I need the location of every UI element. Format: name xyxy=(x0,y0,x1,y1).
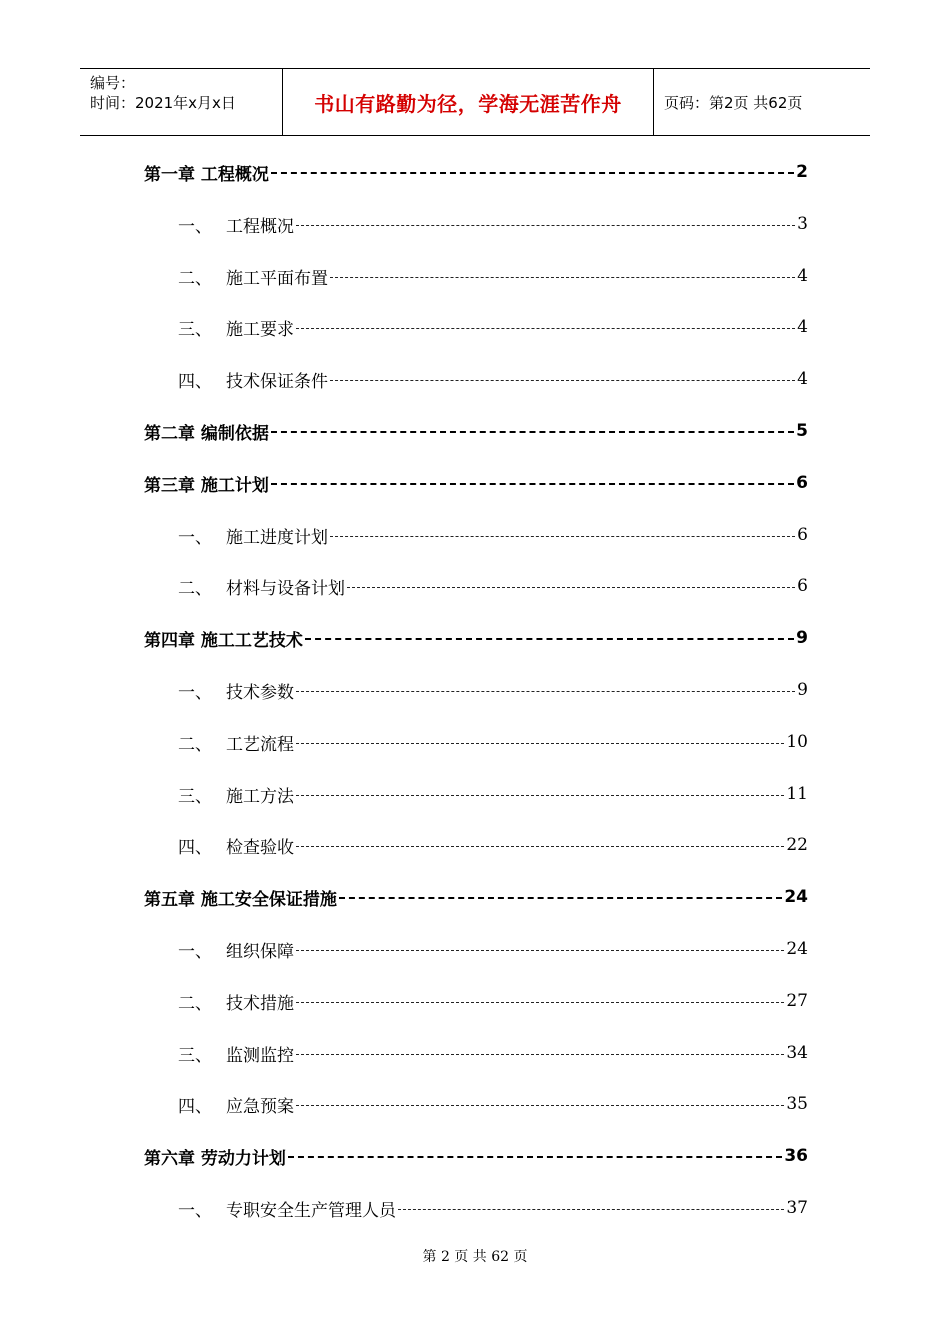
toc-entry-number: 二、 xyxy=(178,993,212,1013)
toc-entry-title: 施工要求 xyxy=(226,319,294,339)
toc-entry-page: 4 xyxy=(797,369,808,389)
toc-section-entry[interactable] xyxy=(178,937,808,961)
toc-entry-title: 施工方法 xyxy=(226,786,294,806)
toc-entry-page: 11 xyxy=(786,784,808,804)
toc-entry-page: 24 xyxy=(786,939,808,959)
page-footer xyxy=(0,1246,950,1266)
toc-entry-page: 10 xyxy=(786,732,808,752)
toc-chapter-entry[interactable] xyxy=(144,471,808,495)
toc-entry-title: 施工进度计划 xyxy=(226,527,328,547)
toc-entry-page: 3 xyxy=(797,214,808,234)
toc-entry-number: 一、 xyxy=(178,216,212,236)
toc-entry-title: 材料与设备计划 xyxy=(226,578,345,598)
toc-section-entry[interactable] xyxy=(178,730,808,754)
toc-entry-page: 37 xyxy=(786,1198,808,1218)
toc-leader-line xyxy=(296,1002,784,1003)
toc-leader-line xyxy=(330,536,795,537)
toc-chapter-entry[interactable] xyxy=(144,885,808,909)
toc-entry-title: 第一章 工程概况 xyxy=(144,164,269,184)
toc-entry-title: 第三章 施工计划 xyxy=(144,475,269,495)
toc-leader-line xyxy=(296,691,795,692)
toc-leader-line xyxy=(288,1156,782,1158)
toc-entry-title: 专职安全生产管理人员 xyxy=(226,1200,396,1220)
toc-entry-title: 第二章 编制依据 xyxy=(144,423,269,443)
toc-entry-number: 二、 xyxy=(178,268,212,288)
toc-entry-page: 35 xyxy=(786,1094,808,1114)
document-date: 时间：2021年x月x日 xyxy=(90,94,236,112)
toc-entry-number: 一、 xyxy=(178,682,212,702)
toc-section-entry[interactable] xyxy=(178,315,808,339)
toc-chapter-entry[interactable] xyxy=(144,419,808,443)
toc-entry-page: 6 xyxy=(796,473,808,493)
toc-leader-line xyxy=(296,328,795,329)
toc-entry-title: 技术措施 xyxy=(226,993,294,1013)
toc-entry-number: 四、 xyxy=(178,1096,212,1116)
toc-entry-title: 工程概况 xyxy=(226,216,294,236)
header-page-info xyxy=(654,69,870,135)
toc-entry-number: 四、 xyxy=(178,837,212,857)
header-motto xyxy=(282,69,654,135)
toc-entry-number: 一、 xyxy=(178,527,212,547)
toc-entry-title: 第四章 施工工艺技术 xyxy=(144,630,303,650)
toc-entry-number: 四、 xyxy=(178,371,212,391)
toc-leader-line xyxy=(296,846,784,847)
toc-entry-page: 2 xyxy=(796,162,808,182)
toc-entry-page: 9 xyxy=(797,680,808,700)
toc-section-entry[interactable] xyxy=(178,264,808,288)
toc-entry-page: 24 xyxy=(784,887,808,907)
toc-chapter-entry[interactable] xyxy=(144,626,808,650)
toc-leader-line xyxy=(271,172,794,174)
toc-entry-page: 6 xyxy=(797,576,808,596)
toc-section-entry[interactable] xyxy=(178,523,808,547)
toc-leader-line xyxy=(296,743,784,744)
toc-entry-page: 6 xyxy=(797,525,808,545)
toc-entry-number: 三、 xyxy=(178,319,212,339)
toc-entry-title: 技术参数 xyxy=(226,682,294,702)
toc-section-entry[interactable] xyxy=(178,833,808,857)
toc-entry-page: 22 xyxy=(786,835,808,855)
toc-entry-title: 第六章 劳动力计划 xyxy=(144,1148,286,1168)
toc-leader-line xyxy=(398,1209,784,1210)
toc-section-entry[interactable] xyxy=(178,1196,808,1220)
toc-entry-page: 4 xyxy=(797,317,808,337)
toc-section-entry[interactable] xyxy=(178,1041,808,1065)
toc-entry-title: 技术保证条件 xyxy=(226,371,328,391)
toc-entry-number: 三、 xyxy=(178,1045,212,1065)
toc-entry-title: 应急预案 xyxy=(226,1096,294,1116)
toc-entry-number: 一、 xyxy=(178,941,212,961)
toc-section-entry[interactable] xyxy=(178,782,808,806)
motto-text: 书山有路勤为径，学海无涯苦作舟 xyxy=(314,91,622,116)
toc-leader-line xyxy=(296,950,784,951)
toc-leader-line xyxy=(271,483,794,485)
toc-entry-title: 监测监控 xyxy=(226,1045,294,1065)
toc-leader-line xyxy=(330,380,795,381)
toc-leader-line xyxy=(330,277,795,278)
toc-leader-line xyxy=(339,897,782,899)
toc-entry-number: 一、 xyxy=(178,1200,212,1220)
toc-entry-page: 36 xyxy=(784,1146,808,1166)
toc-entry-page: 4 xyxy=(797,266,808,286)
toc-entry-number: 三、 xyxy=(178,786,212,806)
toc-leader-line xyxy=(296,1054,784,1055)
toc-entry-number: 二、 xyxy=(178,734,212,754)
page-info-text: 页码：第2页 共62页 xyxy=(664,93,803,112)
toc-section-entry[interactable] xyxy=(178,989,808,1013)
footer-page-number: 第 2 页 共 62 页 xyxy=(422,1249,528,1265)
toc-entry-title: 第五章 施工安全保证措施 xyxy=(144,889,337,909)
toc-entry-number: 二、 xyxy=(178,578,212,598)
toc-section-entry[interactable] xyxy=(178,574,808,598)
toc-section-entry[interactable] xyxy=(178,212,808,236)
page-header xyxy=(80,68,870,136)
toc-section-entry[interactable] xyxy=(178,367,808,391)
toc-leader-line xyxy=(296,225,795,226)
header-meta xyxy=(80,69,282,135)
toc-entry-title: 施工平面布置 xyxy=(226,268,328,288)
toc-entry-title: 工艺流程 xyxy=(226,734,294,754)
toc-leader-line xyxy=(305,638,794,640)
toc-chapter-entry[interactable] xyxy=(144,160,808,184)
toc-section-entry[interactable] xyxy=(178,678,808,702)
toc-entry-page: 5 xyxy=(796,421,808,441)
document-code-label: 编号： xyxy=(90,74,136,92)
toc-leader-line xyxy=(296,1105,784,1106)
toc-entry-title: 检查验收 xyxy=(226,837,294,857)
toc-section-entry[interactable] xyxy=(178,1092,808,1116)
toc-leader-line xyxy=(271,431,794,433)
toc-leader-line xyxy=(347,587,795,588)
toc-entry-page: 34 xyxy=(786,1043,808,1063)
toc-chapter-entry[interactable] xyxy=(144,1144,808,1168)
toc-leader-line xyxy=(296,795,784,796)
toc-entry-page: 9 xyxy=(796,628,808,648)
toc-entry-page: 27 xyxy=(786,991,808,1011)
toc-entry-title: 组织保障 xyxy=(226,941,294,961)
